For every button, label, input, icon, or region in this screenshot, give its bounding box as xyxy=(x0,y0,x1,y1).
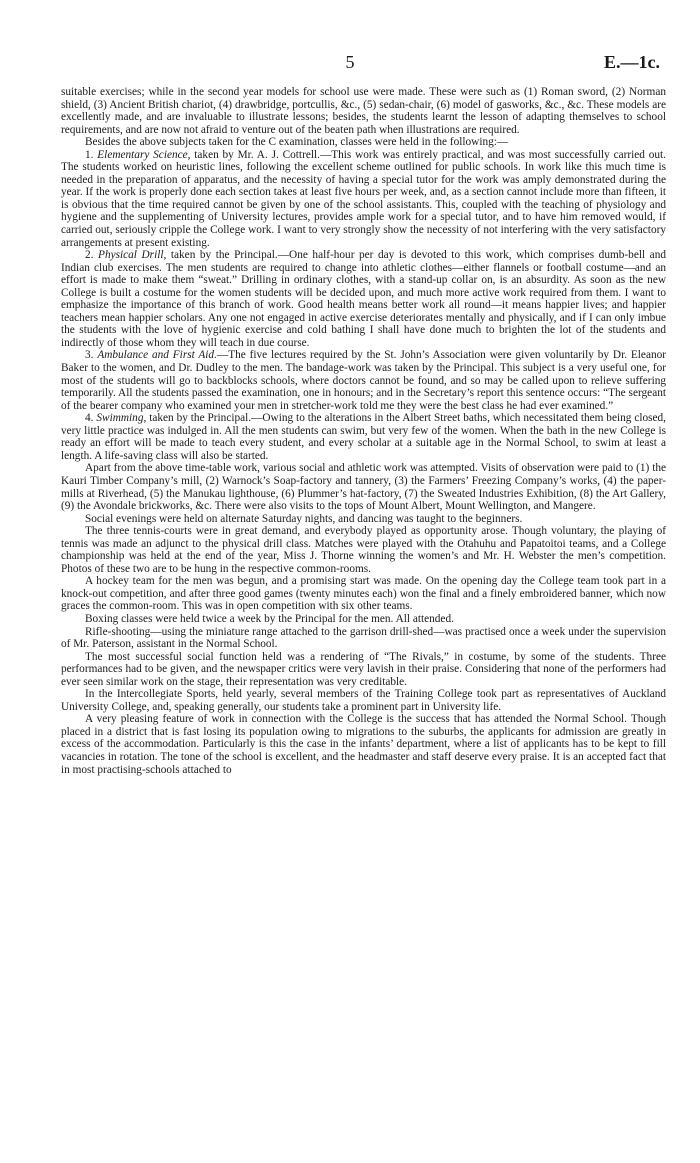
subject-title: Elementary Science, xyxy=(97,148,191,161)
item-number: 1. xyxy=(85,148,98,161)
paragraph-physical-drill xyxy=(61,249,666,349)
subject-title: Swimming, xyxy=(96,412,147,425)
text-run: In the Intercollegiate Sports, held yearly, several members of the Training College took part as representatives of Auckland University College, and, speaking generally, our students take a prominent part in University life. xyxy=(61,688,666,713)
paragraph-intercollegiate-sports xyxy=(61,688,666,713)
paragraph-visits xyxy=(61,462,666,512)
text-run: Social evenings were held on alternate Saturday nights, and dancing was taught to the beginners. xyxy=(85,512,523,525)
item-number: 4. xyxy=(85,412,97,425)
paragraph-subjects-intro xyxy=(61,136,666,149)
text-run: —The five lectures required by the St. John’s Association were given voluntarily by Dr. Eleanor Baker to the women, and Dr. Dudley to the men. The bandage-work was taken by the Principal. This subject is a very useful one, for most of the students will go to backblocks schools, where doctors cannot be found, and so may be called upon to relieve suffering temporarily. All the students passed the examination, one in honours; and in the Secretary’s report this sentence occurs: “The sergeant of the bearer company who examined your men in stretcher-work told me they were the best class he had ever examined.” xyxy=(61,349,667,412)
paragraph-the-rivals xyxy=(61,651,666,689)
page-number: 5 xyxy=(345,52,355,72)
text-run: Besides the above subjects taken for the C examination, classes were held in the following:— xyxy=(85,136,509,149)
text-run: A hockey team for the men was begun, and a promising start was made. On the opening day the College team took part in a knock-out competition, and after three good games (twenty minutes each) won the final and a finely embroidered banner, which now graces the common-room. This was in open competition with six other teams. xyxy=(61,575,666,613)
paragraph-rifle-shooting xyxy=(61,626,666,651)
text-run: taken by the Principal.—Owing to the alterations in the Albert Street baths, which necessitated them being closed, very little practice was indulged in. All the men students can swim, but very few of the women. When the bath in the new College is ready an effort will be made to teach every student, and every scholar at a suitable age in the Normal School, to swim at least a length. A life-saving class will also be started. xyxy=(61,412,667,462)
paragraph-tennis xyxy=(61,525,666,575)
paragraph-models xyxy=(61,86,666,136)
paragraph-hockey xyxy=(61,575,666,613)
text-run: The three tennis-courts were in great demand, and everybody played as opportunity arose. Though voluntary, the playing of tennis was made an adjunct to the physical drill class. Matches were played with the Otahuhu and Papatoitoi teams, and a College championship was held at the end of the year, Miss J. Thorne winning the women’s and Mr. H. Webster the men’s competition. Photos of these two are to be hung in the respective common-rooms. xyxy=(61,525,666,575)
text-run: The most successful social function held was a rendering of “The Rivals,” in costume, by some of the students. Three performances had to be given, and the newspaper critics were very lavish in their praise. Considering that none of the performers had ever seen similar work on the stage, their representation was very creditable. xyxy=(61,650,666,688)
paragraph-boxing xyxy=(61,613,666,626)
item-number: 2. xyxy=(85,249,99,262)
subject-title: Ambulance and First Aid. xyxy=(97,349,217,362)
paragraph-social-evenings xyxy=(61,513,666,526)
item-number: 3. xyxy=(85,349,98,362)
text-run: A very pleasing feature of work in connection with the College is the success that has attended the Normal School. Though placed in a district that is fast losing its population owing to migrations to the suburbs, the applicants for admission are greatly in excess of the accommodation. Particularly is this the case in the infants’ department, where a list of applicants has to be kept to fill vacancies in rotation. The tone of the school is excellent, and the headmaster and staff deserve every praise. It is an accepted fact that in most practising-schools attached to xyxy=(61,713,666,776)
text-run: Apart from the above time-table work, various social and athletic work was attempted. Visits of observation were paid to (1) the Kauri Timber Company’s mill, (2) Warnock’s Soap-factory and tannery, (3) the Farmers’ Freezing Company’s works, (4) the paper-mills at Riverhead, (5) the Manukau lighthouse, (6) Plummer’s hat-factory, (7) the Sweated Industries Exhibition, (8) the Art Gallery, (9) the Avondale brickworks, &c. There were also visits to the tops of Mount Albert, Mount Wellington, and Mangere. xyxy=(61,462,666,513)
subject-title: Physical Drill, xyxy=(98,249,167,262)
text-run: suitable exercises; while in the second year models for school use were made. These were such as (1) Roman sword, (2) Norman shield, (3) Ancient British chariot, (4) drawbridge, portcullis, &c., (5) sedan-chair, (6) model of gasworks, &c., &c. These models are excellently made, and are invaluable to illustrate lessons; besides, the students learnt the lesson of adapting themselves to school requirements, and are now not afraid to venture out of the beaten path when illustrations are required. xyxy=(61,86,666,136)
text-run: taken by Mr. A. J. Cottrell.—This work was entirely practical, and was most successfully carried out. The students worked on heuristic lines, following the excellent scheme outlined for public schools. In work like this much time is needed in the preparation of apparatus, and the necessity of having a special tutor for the work was amply demonstrated during the year. If the work is properly done each section takes at least five hours per week, and, as a section cannot include more than fifteen, it is obvious that the time required cannot be given by one of the school assistants. This, coupled with the teaching of physiology and hygiene and the supplementing of University lectures, provides ample work for a special tutor, and to have him removed would, if carried out, seriously cripple the College work. I want to very strongly show the necessity of not interfering with the very satisfactory arrangements at present existing. xyxy=(61,148,666,249)
document-reference: E.—1c. xyxy=(604,52,660,72)
paragraph-ambulance xyxy=(61,349,666,412)
paragraph-elementary-science xyxy=(61,149,666,249)
body-text xyxy=(61,86,666,776)
paragraph-swimming xyxy=(61,412,666,462)
text-run: Rifle-shooting—using the miniature range attached to the garrison drill-shed—was practised once a week under the supervision of Mr. Paterson, assistant in the Normal School. xyxy=(61,625,666,651)
paragraph-normal-school xyxy=(61,713,666,776)
text-run: Boxing classes were held twice a week by the Principal for the men. All attended. xyxy=(85,612,454,625)
text-run: taken by the Principal.—One half-hour per day is devoted to this work, which comprises dumb-bell and Indian club exercises. The men students are required to change into athletic clothes—either flannels or football costume—and an effort is made to make them “sweat.” Drilling in ordinary clothes, with a stand-up collar on, is an absurdity. As soon as the new College is built a costume for the women students will be decided upon, and much more active work required from them. I want to emphasize the importance of this branch of work. Good health means better work all round—it means happier lives; and happier teachers mean happier scholars. Any one not engaged in active exercise deteriorates mentally and physically, and if I can only imbue the students with the love of hygienic exercise and cold bathing I shall have done much to brighten the lot of the students and indirectly of those whom they will teach in due course. xyxy=(61,249,666,349)
